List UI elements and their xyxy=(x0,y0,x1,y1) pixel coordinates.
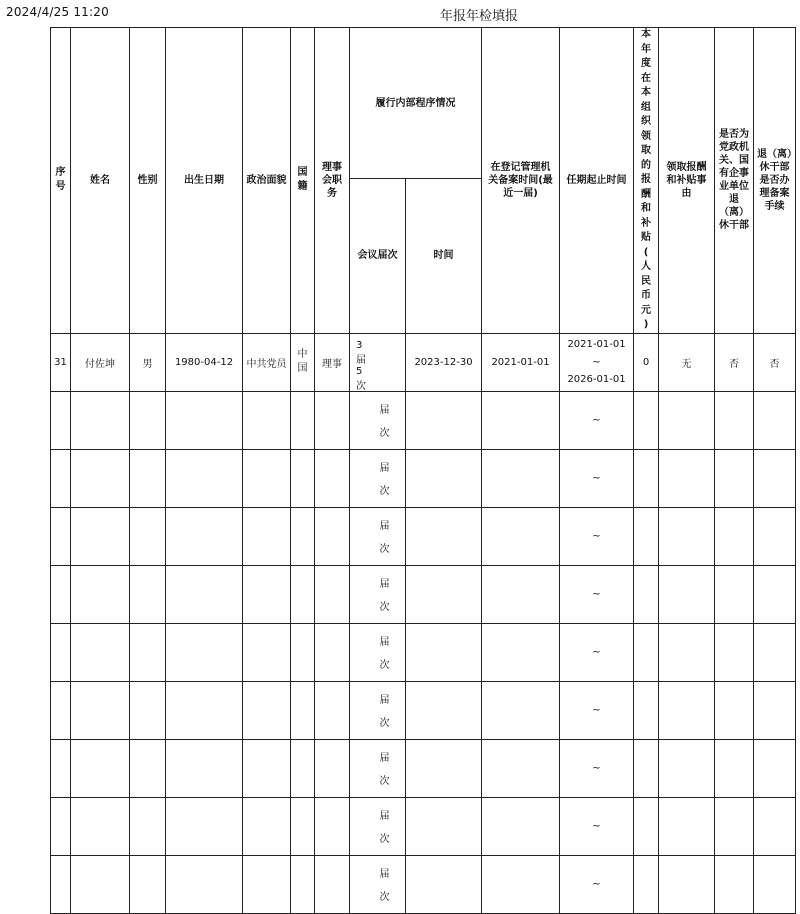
print-datetime: 2024/4/25 11:20 xyxy=(6,5,109,19)
empty-cell xyxy=(754,623,796,681)
empty-cell xyxy=(71,623,130,681)
cell-remuneration: 0 xyxy=(634,333,659,391)
empty-cell xyxy=(51,449,71,507)
header-gender: 性别 xyxy=(130,28,166,334)
empty-cell xyxy=(406,391,482,449)
empty-cell xyxy=(51,681,71,739)
empty-cell xyxy=(166,623,243,681)
empty-cell xyxy=(291,855,315,913)
empty-cell xyxy=(315,507,350,565)
empty-cell xyxy=(715,507,754,565)
term-separator: ~ xyxy=(592,646,601,658)
empty-cell xyxy=(51,391,71,449)
empty-cell xyxy=(634,623,659,681)
header-political: 政治面貌 xyxy=(243,28,291,334)
empty-cell xyxy=(406,623,482,681)
empty-cell xyxy=(715,797,754,855)
empty-cell xyxy=(243,449,291,507)
empty-cell xyxy=(754,681,796,739)
empty-cell xyxy=(130,739,166,797)
empty-cell xyxy=(243,855,291,913)
empty-cell xyxy=(166,507,243,565)
empty-cell xyxy=(130,391,166,449)
table-row xyxy=(51,681,796,739)
empty-cell xyxy=(634,855,659,913)
empty-cell xyxy=(166,391,243,449)
term-separator: ~ xyxy=(592,704,601,716)
table-row xyxy=(51,449,796,507)
empty-cell xyxy=(71,507,130,565)
empty-cell xyxy=(291,681,315,739)
empty-cell xyxy=(166,797,243,855)
cell-session xyxy=(350,797,406,855)
empty-cell xyxy=(659,797,715,855)
empty-cell xyxy=(715,855,754,913)
empty-cell xyxy=(406,507,482,565)
cell-birth: 1980-04-12 xyxy=(166,333,243,391)
session-jie-number: 3 xyxy=(356,340,363,351)
empty-cell xyxy=(715,391,754,449)
header-birth: 出生日期 xyxy=(166,28,243,334)
empty-cell xyxy=(291,449,315,507)
cell-meeting-time: 2023-12-30 xyxy=(406,333,482,391)
empty-cell xyxy=(71,565,130,623)
cell-session xyxy=(350,739,406,797)
cell-term xyxy=(560,623,634,681)
session-ci-label: 次 xyxy=(379,602,390,613)
empty-cell xyxy=(315,449,350,507)
table-row xyxy=(51,507,796,565)
empty-cell xyxy=(659,391,715,449)
empty-cell xyxy=(315,681,350,739)
term-separator: ~ xyxy=(592,356,601,368)
header-nationality: 国 籍 xyxy=(291,28,315,334)
empty-cell xyxy=(291,565,315,623)
cell-seq: 31 xyxy=(51,333,71,391)
header-procedure-group: 履行内部程序情况 xyxy=(350,28,482,179)
empty-cell xyxy=(754,797,796,855)
table-row xyxy=(51,623,796,681)
cell-term xyxy=(560,391,634,449)
cell-role: 理事 xyxy=(315,333,350,391)
cell-term xyxy=(560,797,634,855)
cell-name: 付佐坤 xyxy=(71,333,130,391)
empty-cell xyxy=(130,507,166,565)
empty-cell xyxy=(482,681,560,739)
term-separator: ~ xyxy=(592,878,601,890)
cell-session xyxy=(350,449,406,507)
empty-cell xyxy=(166,449,243,507)
cell-session xyxy=(350,507,406,565)
empty-cell xyxy=(166,855,243,913)
empty-cell xyxy=(482,391,560,449)
cell-session xyxy=(350,681,406,739)
empty-cell xyxy=(243,507,291,565)
session-ci-label: 次 xyxy=(356,381,366,391)
header-filing-time: 在登记管理机关备案时间(最近一届) xyxy=(482,28,560,334)
empty-cell xyxy=(130,565,166,623)
empty-cell xyxy=(243,797,291,855)
empty-cell xyxy=(482,739,560,797)
session-jie-label: 届 xyxy=(379,753,390,764)
empty-cell xyxy=(715,739,754,797)
cell-filing-time: 2021-01-01 xyxy=(482,333,560,391)
header-meeting-time: 时间 xyxy=(406,179,482,334)
empty-cell xyxy=(482,623,560,681)
empty-cell xyxy=(166,739,243,797)
term-start: 2021-01-01 xyxy=(567,339,626,350)
header-council-role: 理事会职务 xyxy=(315,28,350,334)
empty-cell xyxy=(291,739,315,797)
empty-cell xyxy=(715,681,754,739)
cell-retire-filing: 否 xyxy=(754,333,796,391)
empty-cell xyxy=(634,507,659,565)
cell-is-retired: 否 xyxy=(715,333,754,391)
cell-nationality: 中 国 xyxy=(291,333,315,391)
empty-cell xyxy=(315,391,350,449)
empty-cell xyxy=(659,449,715,507)
cell-session xyxy=(350,855,406,913)
empty-cell xyxy=(406,855,482,913)
empty-cell xyxy=(51,739,71,797)
header-meeting-session: 会议届次 xyxy=(350,179,406,334)
empty-cell xyxy=(51,565,71,623)
header-retire-filing: 退（离）休干部是否办理备案手续 xyxy=(754,28,796,334)
empty-cell xyxy=(482,565,560,623)
empty-cell xyxy=(71,855,130,913)
empty-cell xyxy=(406,449,482,507)
empty-cell xyxy=(166,565,243,623)
empty-cell xyxy=(715,623,754,681)
empty-cell xyxy=(482,855,560,913)
term-separator: ~ xyxy=(592,530,601,542)
cell-term xyxy=(560,681,634,739)
session-jie-label: 届 xyxy=(379,521,390,532)
session-jie-label: 届 xyxy=(379,811,390,822)
header-reason: 领取报酬和补贴事由 xyxy=(659,28,715,334)
cell-term xyxy=(560,855,634,913)
header-remuneration: 本 年 度 在 本 组 织 领 取 的 报 酬 和 补 贴 ( 人 民 币 元 ) xyxy=(634,28,659,334)
empty-cell xyxy=(71,449,130,507)
empty-cell xyxy=(315,565,350,623)
empty-cell xyxy=(315,623,350,681)
empty-cell xyxy=(659,507,715,565)
term-separator: ~ xyxy=(592,820,601,832)
session-ci-label: 次 xyxy=(379,892,390,903)
empty-cell xyxy=(315,739,350,797)
empty-cell xyxy=(715,449,754,507)
header-name: 姓名 xyxy=(71,28,130,334)
empty-cell xyxy=(243,681,291,739)
empty-cell xyxy=(243,565,291,623)
empty-cell xyxy=(291,507,315,565)
empty-cell xyxy=(71,797,130,855)
empty-cell xyxy=(71,739,130,797)
empty-cell xyxy=(243,739,291,797)
empty-cell xyxy=(754,739,796,797)
session-ci-label: 次 xyxy=(379,834,390,845)
cell-gender: 男 xyxy=(130,333,166,391)
session-ci-label: 次 xyxy=(379,718,390,729)
header-is-retired: 是否为党政机关、国有企事业单位退（离）休干部 xyxy=(715,28,754,334)
empty-cell xyxy=(634,681,659,739)
empty-cell xyxy=(291,391,315,449)
empty-cell xyxy=(406,739,482,797)
empty-cell xyxy=(130,681,166,739)
term-separator: ~ xyxy=(592,762,601,774)
session-ci-label: 次 xyxy=(379,660,390,671)
empty-cell xyxy=(291,797,315,855)
empty-cell xyxy=(51,507,71,565)
cell-term xyxy=(560,449,634,507)
session-ci-label: 次 xyxy=(379,486,390,497)
empty-cell xyxy=(634,391,659,449)
cell-reason: 无 xyxy=(659,333,715,391)
empty-cell xyxy=(51,855,71,913)
empty-cell xyxy=(406,797,482,855)
empty-cell xyxy=(634,797,659,855)
session-jie-label: 届 xyxy=(379,579,390,590)
session-jie-label: 届 xyxy=(379,637,390,648)
annual-report-table xyxy=(50,27,796,914)
empty-cell xyxy=(406,681,482,739)
cell-term xyxy=(560,333,634,391)
cell-political: 中共党员 xyxy=(243,333,291,391)
empty-cell xyxy=(243,623,291,681)
table-row xyxy=(51,739,796,797)
table-row xyxy=(51,333,796,391)
empty-cell xyxy=(715,565,754,623)
cell-term xyxy=(560,565,634,623)
empty-cell xyxy=(51,797,71,855)
session-jie-label: 届 xyxy=(379,463,390,474)
cell-term xyxy=(560,507,634,565)
session-jie-label: 届 xyxy=(379,695,390,706)
empty-cell xyxy=(243,391,291,449)
header-term: 任期起止时间 xyxy=(560,28,634,334)
empty-cell xyxy=(130,623,166,681)
empty-cell xyxy=(659,565,715,623)
term-end: 2026-01-01 xyxy=(567,374,626,385)
empty-cell xyxy=(71,391,130,449)
session-ci-label: 次 xyxy=(379,544,390,555)
table-row xyxy=(51,565,796,623)
empty-cell xyxy=(659,739,715,797)
session-ci-label: 次 xyxy=(379,776,390,787)
cell-session xyxy=(350,623,406,681)
header-seq: 序 号 xyxy=(51,28,71,334)
table-row xyxy=(51,797,796,855)
empty-cell xyxy=(315,855,350,913)
empty-cell xyxy=(634,449,659,507)
empty-cell xyxy=(406,565,482,623)
session-jie-label: 届 xyxy=(379,869,390,880)
empty-cell xyxy=(754,391,796,449)
print-title: 年报年检填报 xyxy=(440,9,519,24)
cell-session xyxy=(350,333,406,391)
table-row xyxy=(51,391,796,449)
empty-cell xyxy=(71,681,130,739)
cell-session xyxy=(350,565,406,623)
empty-cell xyxy=(634,739,659,797)
empty-cell xyxy=(634,565,659,623)
session-ci-number: 5 xyxy=(356,366,363,377)
session-jie-label: 届 xyxy=(379,405,390,416)
empty-cell xyxy=(482,449,560,507)
empty-cell xyxy=(482,797,560,855)
empty-cell xyxy=(754,565,796,623)
cell-session xyxy=(350,391,406,449)
empty-cell xyxy=(291,623,315,681)
empty-cell xyxy=(659,623,715,681)
table-row xyxy=(51,855,796,913)
empty-cell xyxy=(754,449,796,507)
session-jie-label: 届 xyxy=(356,355,366,366)
empty-cell xyxy=(315,797,350,855)
empty-cell xyxy=(51,623,71,681)
empty-cell xyxy=(754,855,796,913)
empty-cell xyxy=(130,449,166,507)
empty-cell xyxy=(659,855,715,913)
term-separator: ~ xyxy=(592,414,601,426)
empty-cell xyxy=(130,797,166,855)
cell-term xyxy=(560,739,634,797)
empty-cell xyxy=(482,507,560,565)
term-separator: ~ xyxy=(592,588,601,600)
empty-cell xyxy=(659,681,715,739)
term-separator: ~ xyxy=(592,472,601,484)
empty-cell xyxy=(166,681,243,739)
session-ci-label: 次 xyxy=(379,428,390,439)
empty-cell xyxy=(130,855,166,913)
empty-cell xyxy=(754,507,796,565)
